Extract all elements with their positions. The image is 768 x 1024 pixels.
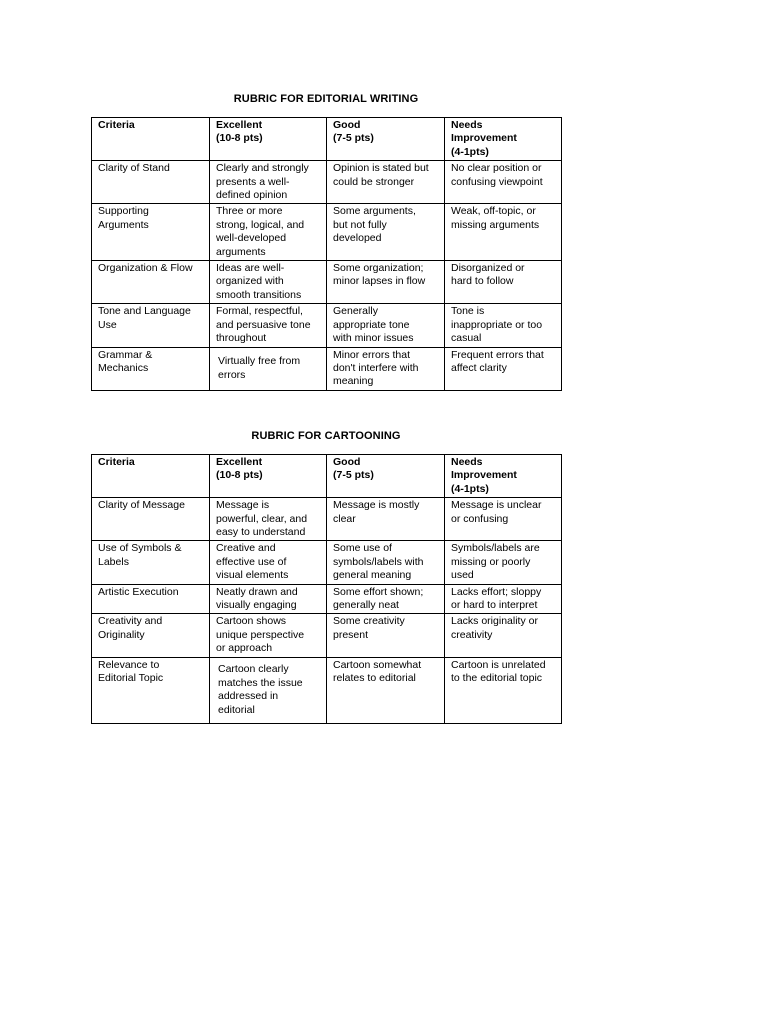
needs-improvement-cell: Frequent errors that affect clarity (445, 347, 562, 390)
good-cell: Message is mostly clear (327, 498, 445, 541)
table-row (92, 161, 562, 204)
header-good: Good (7-5 pts) (327, 118, 445, 161)
criteria-cell: Clarity of Message (92, 498, 210, 541)
excellent-cell: Virtually free from errors (210, 347, 327, 390)
table-header-row (92, 118, 562, 161)
good-cell: Some use of symbols/labels with general meaning (327, 541, 445, 584)
good-cell: Some effort shown; generally neat (327, 584, 445, 614)
good-cell: Minor errors that don't interfere with meaning (327, 347, 445, 390)
excellent-cell: Ideas are well- organized with smooth transitions (210, 261, 327, 304)
criteria-cell: Use of Symbols & Labels (92, 541, 210, 584)
table-row (92, 541, 562, 584)
header-needs-improvement: Needs Improvement (4-1pts) (445, 118, 562, 161)
good-cell: Cartoon somewhat relates to editorial (327, 657, 445, 723)
criteria-cell: Grammar & Mechanics (92, 347, 210, 390)
excellent-cell: Clearly and strongly presents a well- defined opinion (210, 161, 327, 204)
excellent-cell: Formal, respectful, and persuasive tone throughout (210, 304, 327, 347)
needs-improvement-cell: No clear position or confusing viewpoint (445, 161, 562, 204)
table-row (92, 498, 562, 541)
criteria-cell: Creativity and Originality (92, 614, 210, 657)
good-cell: Generally appropriate tone with minor issues (327, 304, 445, 347)
needs-improvement-cell: Lacks effort; sloppy or hard to interpret (445, 584, 562, 614)
table-row (92, 261, 562, 304)
good-cell: Opinion is stated but could be stronger (327, 161, 445, 204)
header-excellent: Excellent (10-8 pts) (210, 455, 327, 498)
needs-improvement-cell: Tone is inappropriate or too casual (445, 304, 562, 347)
table-row (92, 584, 562, 614)
excellent-cell: Neatly drawn and visually engaging (210, 584, 327, 614)
table-row (92, 657, 562, 723)
criteria-cell: Tone and Language Use (92, 304, 210, 347)
criteria-cell: Clarity of Stand (92, 161, 210, 204)
editorial-rubric-title: RUBRIC FOR EDITORIAL WRITING (233, 93, 419, 105)
good-cell: Some arguments, but not fully developed (327, 204, 445, 261)
needs-improvement-cell: Weak, off-topic, or missing arguments (445, 204, 562, 261)
editorial-rubric-table (91, 117, 562, 391)
table-header-row (92, 455, 562, 498)
table-row (92, 204, 562, 261)
header-criteria: Criteria (92, 118, 210, 161)
table-row (92, 304, 562, 347)
needs-improvement-cell: Lacks originality or creativity (445, 614, 562, 657)
table-row (92, 347, 562, 390)
needs-improvement-cell: Cartoon is unrelated to the editorial topic (445, 657, 562, 723)
criteria-cell: Organization & Flow (92, 261, 210, 304)
excellent-cell: Cartoon clearly matches the issue addressed in editorial (210, 657, 327, 723)
criteria-cell: Relevance to Editorial Topic (92, 657, 210, 723)
cartooning-rubric-title: RUBRIC FOR CARTOONING (251, 430, 401, 442)
good-cell: Some organization; minor lapses in flow (327, 261, 445, 304)
excellent-cell: Message is powerful, clear, and easy to understand (210, 498, 327, 541)
needs-improvement-cell: Disorganized or hard to follow (445, 261, 562, 304)
needs-improvement-cell: Message is unclear or confusing (445, 498, 562, 541)
header-criteria: Criteria (92, 455, 210, 498)
criteria-cell: Artistic Execution (92, 584, 210, 614)
excellent-cell: Three or more strong, logical, and well-developed arguments (210, 204, 327, 261)
header-excellent: Excellent (10-8 pts) (210, 118, 327, 161)
table-row (92, 614, 562, 657)
good-cell: Some creativity present (327, 614, 445, 657)
excellent-cell: Cartoon shows unique perspective or approach (210, 614, 327, 657)
header-needs-improvement: Needs Improvement (4-1pts) (445, 455, 562, 498)
criteria-cell: Supporting Arguments (92, 204, 210, 261)
excellent-cell: Creative and effective use of visual elements (210, 541, 327, 584)
needs-improvement-cell: Symbols/labels are missing or poorly used (445, 541, 562, 584)
header-good: Good (7-5 pts) (327, 455, 445, 498)
cartooning-rubric-table (91, 454, 562, 724)
